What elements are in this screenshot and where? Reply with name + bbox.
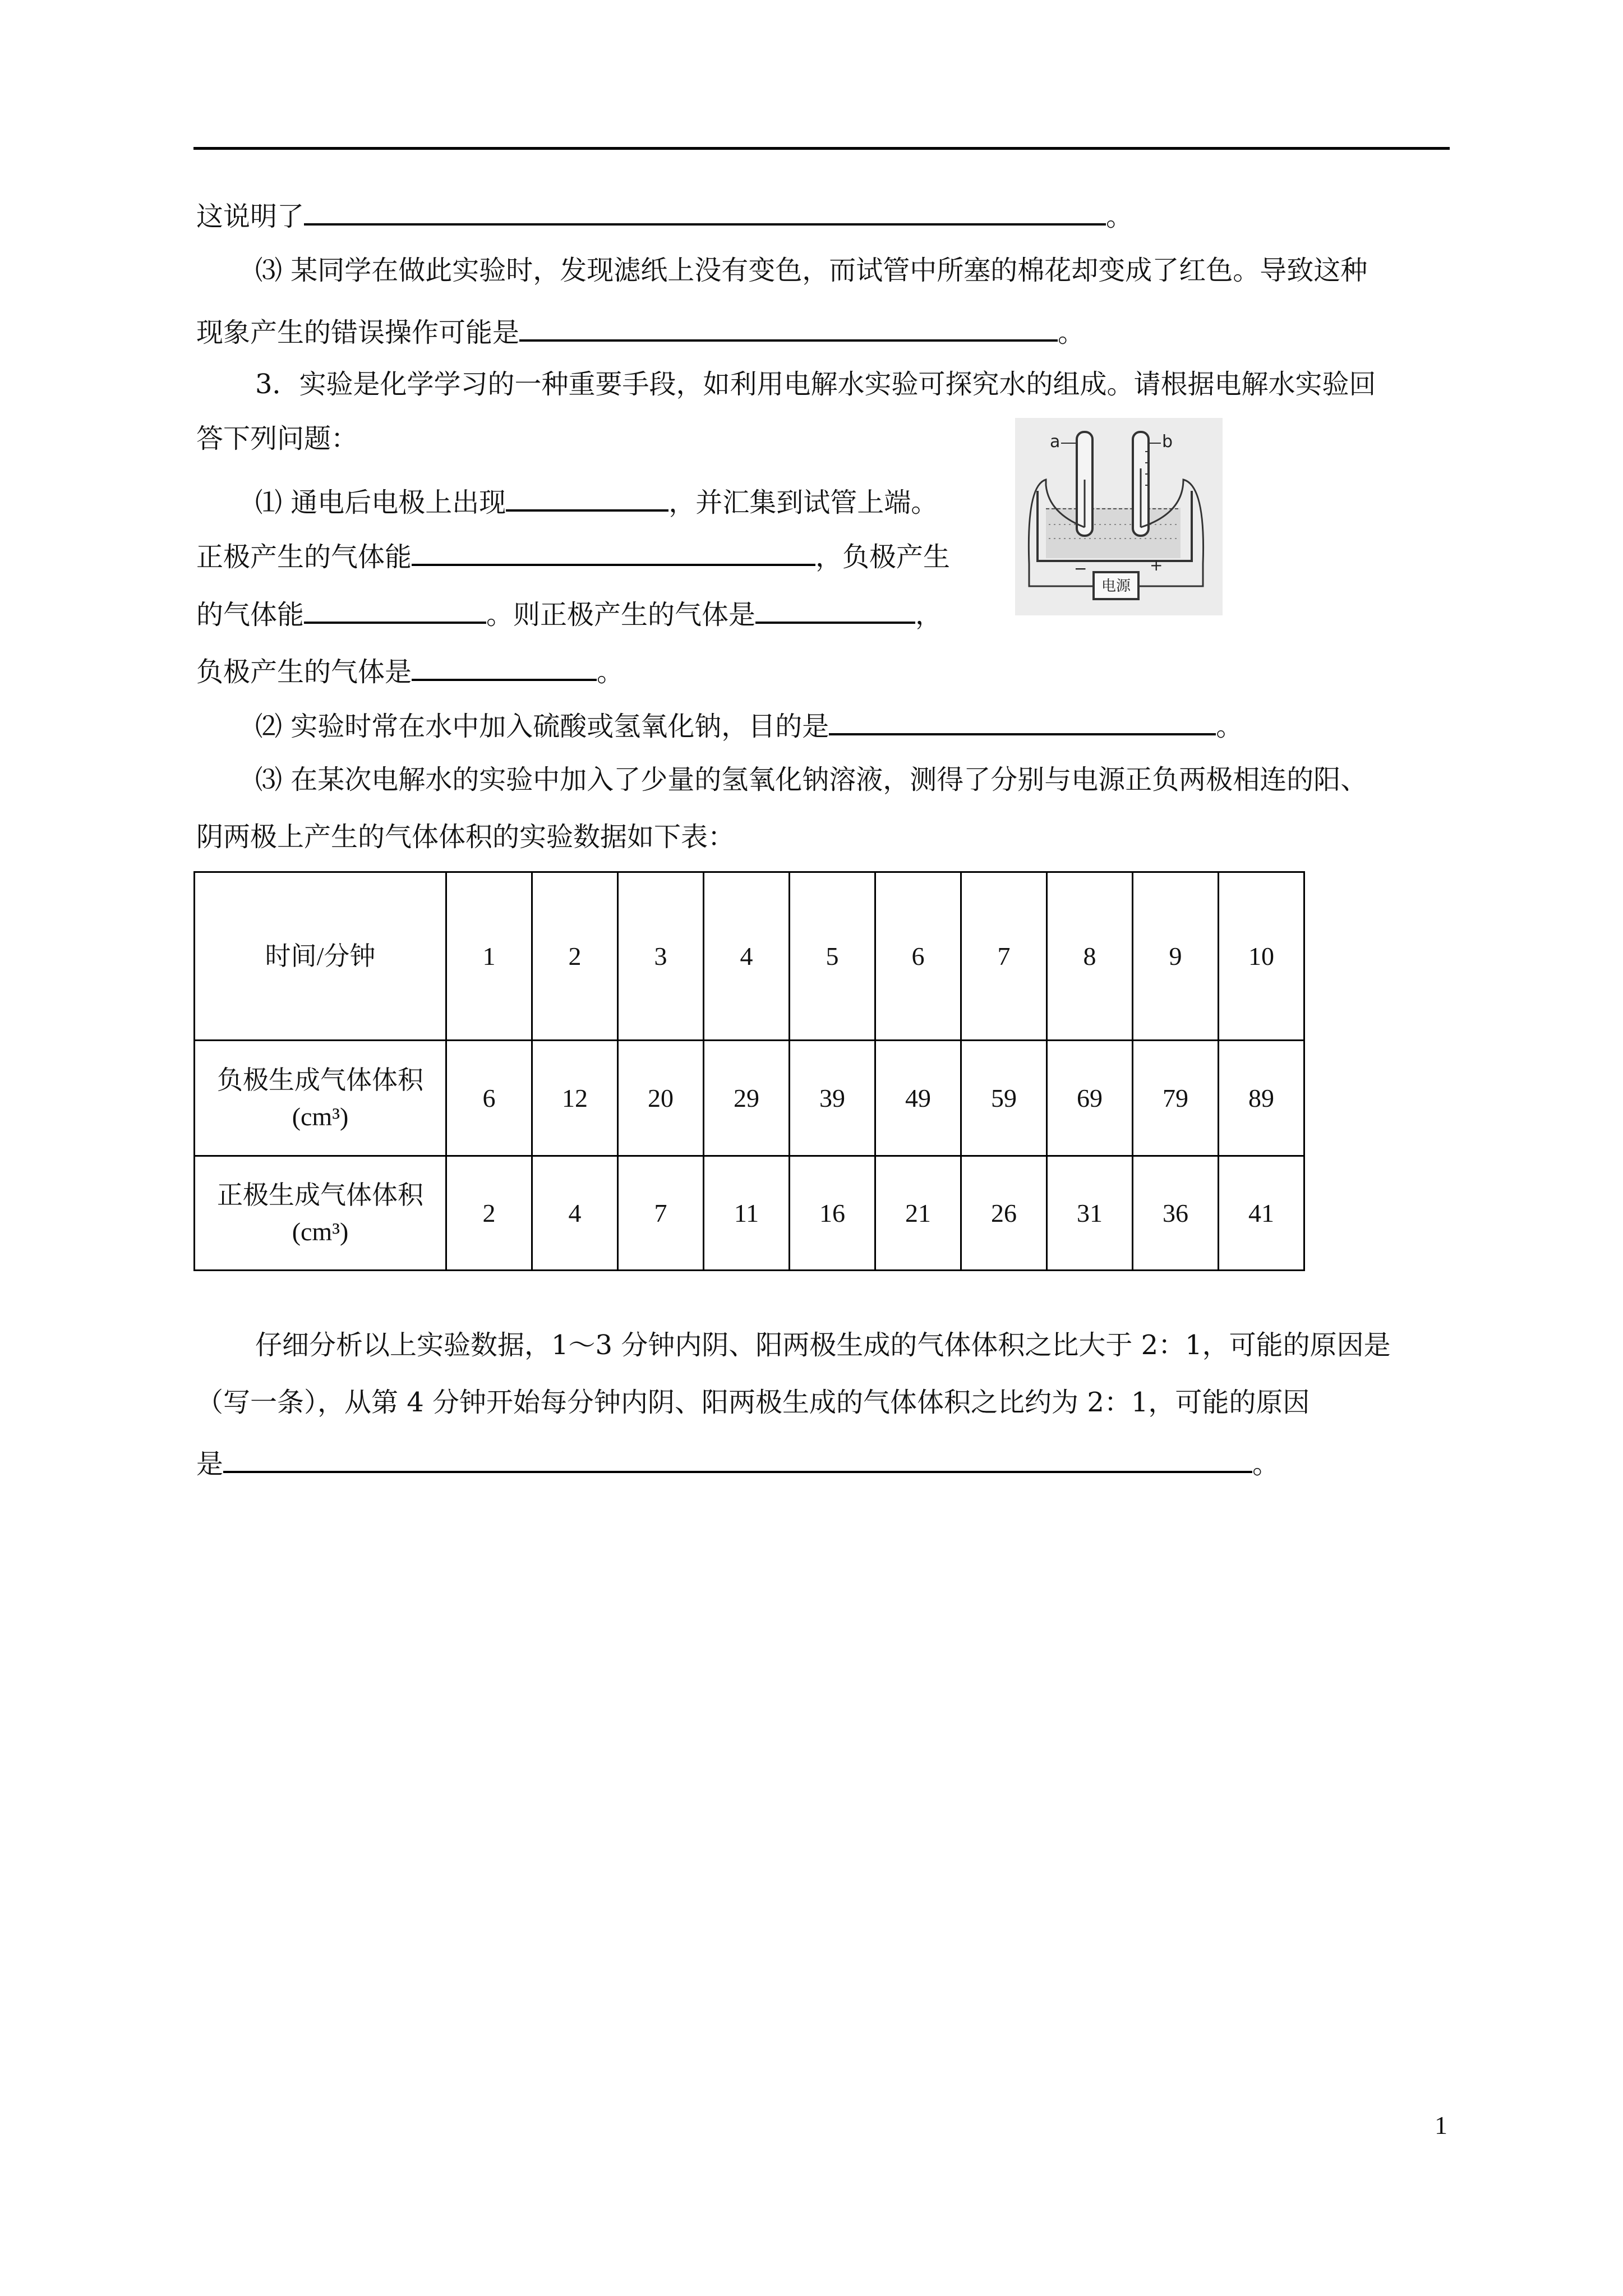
table-cell: 39 — [790, 1041, 875, 1156]
table-header-negative — [195, 1041, 446, 1156]
answer-blank[interactable] — [412, 536, 815, 566]
table-cell: 8 — [1047, 872, 1133, 1041]
table-row-time — [195, 872, 1304, 1041]
tube-a-label: a — [1050, 432, 1061, 452]
gas-volume-table — [193, 871, 1305, 1271]
text: 现象产生的错误操作可能是 — [196, 317, 520, 348]
analysis-paragraph-cont: （写一条），从第 4 分钟开始每分钟内阴、阳两极生成的气体体积之比约为 2：1，可能的原因 — [196, 1387, 1310, 1418]
table-cell: 6 — [446, 1041, 532, 1156]
answer-blank[interactable] — [304, 593, 486, 624]
table-cell: 11 — [704, 1156, 790, 1271]
header-line: 正极生成气体体积 — [217, 1179, 423, 1210]
table-cell: 41 — [1219, 1156, 1304, 1271]
answer-blank[interactable] — [506, 481, 668, 512]
header-line: 负极生成气体体积 — [217, 1064, 423, 1095]
table-cell: 26 — [961, 1156, 1047, 1271]
analysis-answer-line — [196, 1443, 1279, 1481]
table-cell: 16 — [790, 1156, 875, 1271]
table-cell: 2 — [446, 1156, 532, 1271]
table-header-time: 时间/分钟 — [195, 872, 446, 1041]
text: 。 — [1058, 317, 1085, 348]
table-cell: 12 — [532, 1041, 618, 1156]
text: 。 — [1216, 711, 1243, 742]
table-cell: 9 — [1133, 872, 1219, 1041]
text: 。 — [597, 656, 624, 688]
table-cell: 7 — [961, 872, 1047, 1041]
table-cell: 20 — [618, 1041, 704, 1156]
table-cell: 3 — [618, 872, 704, 1041]
plus-label: + — [1150, 556, 1163, 574]
page-number: 1 — [1435, 2111, 1447, 2139]
header-rule — [193, 147, 1450, 150]
table-cell: 2 — [532, 872, 618, 1041]
line-wrong-operation — [196, 311, 1085, 349]
table-cell: 69 — [1047, 1041, 1133, 1156]
table-cell: 6 — [875, 872, 961, 1041]
text: 。 — [1106, 201, 1133, 232]
text: 这说明了 — [196, 201, 305, 232]
text: 。则正极产生的气体是 — [486, 599, 756, 631]
text: 负极产生的气体是 — [196, 656, 412, 688]
table-cell: 59 — [961, 1041, 1047, 1156]
text: ⑴ 通电后电极上出现 — [255, 487, 506, 518]
text: ⑵ 实验时常在水中加入硫酸或氢氧化钠，目的是 — [255, 711, 829, 742]
answer-blank[interactable] — [304, 195, 1106, 226]
question-3-2 — [255, 705, 1243, 743]
table-cell: 89 — [1219, 1041, 1304, 1156]
text: ，并汇集到试管上端。 — [668, 487, 938, 518]
electrolysis-figure — [1015, 418, 1223, 615]
table-cell: 49 — [875, 1041, 961, 1156]
table-cell: 21 — [875, 1156, 961, 1271]
line-conclusion — [196, 195, 1133, 233]
question-3-1 — [255, 481, 938, 519]
answer-blank[interactable] — [223, 1443, 1252, 1473]
answer-blank[interactable] — [829, 705, 1216, 735]
table-cell: 5 — [790, 872, 875, 1041]
header-unit: (cm³) — [292, 1217, 349, 1246]
answer-blank[interactable] — [412, 651, 597, 681]
question-3-3-cont: 阴两极上产生的气体体积的实验数据如下表： — [196, 821, 735, 853]
table-cell: 10 — [1219, 872, 1304, 1041]
table-cell: 4 — [532, 1156, 618, 1271]
minus-label: − — [1074, 559, 1087, 578]
answer-blank[interactable] — [755, 593, 915, 624]
question-2-3: ⑶ 某同学在做此实验时，发现滤纸上没有变色，而试管中所塞的棉花却变成了红色。导致这种 — [255, 255, 1368, 286]
tube-b-label: b — [1162, 432, 1173, 452]
table-row-negative — [195, 1041, 1304, 1156]
table-cell: 7 — [618, 1156, 704, 1271]
question-3-intro: 3．实验是化学学习的一种重要手段，如利用电解水实验可探究水的组成。请根据电解水实验回 — [255, 369, 1376, 400]
power-label: 电源 — [1101, 578, 1131, 595]
question-3-intro-cont: 答下列问题： — [196, 423, 358, 454]
text: 是 — [196, 1448, 224, 1480]
text: ，负极产生 — [815, 541, 951, 573]
table-row-positive — [195, 1156, 1304, 1271]
table-header-positive — [195, 1156, 446, 1271]
line-negative-gas — [196, 593, 942, 632]
text: 。 — [1252, 1448, 1280, 1480]
text: ， — [915, 599, 943, 631]
table-cell: 36 — [1133, 1156, 1219, 1271]
analysis-paragraph: 仔细分析以上实验数据，1～3 分钟内阴、阳两极生成的气体体积之比大于 2：1，可能的原因是 — [255, 1329, 1391, 1361]
answer-blank[interactable] — [519, 311, 1058, 342]
table-cell: 4 — [704, 872, 790, 1041]
table-cell: 31 — [1047, 1156, 1133, 1271]
table-cell: 29 — [704, 1041, 790, 1156]
table-cell: 79 — [1133, 1041, 1219, 1156]
electrolysis-apparatus-diagram — [1015, 418, 1223, 615]
header-unit: (cm³) — [292, 1102, 349, 1131]
text: 的气体能 — [196, 599, 305, 631]
line-positive-gas — [196, 536, 950, 574]
text: 正极产生的气体能 — [196, 541, 412, 573]
table-cell: 1 — [446, 872, 532, 1041]
question-3-3: ⑶ 在某次电解水的实验中加入了少量的氢氧化钠溶液，测得了分别与电源正负两极相连的阳、 — [255, 764, 1368, 795]
line-negative-gas-name — [196, 651, 624, 689]
